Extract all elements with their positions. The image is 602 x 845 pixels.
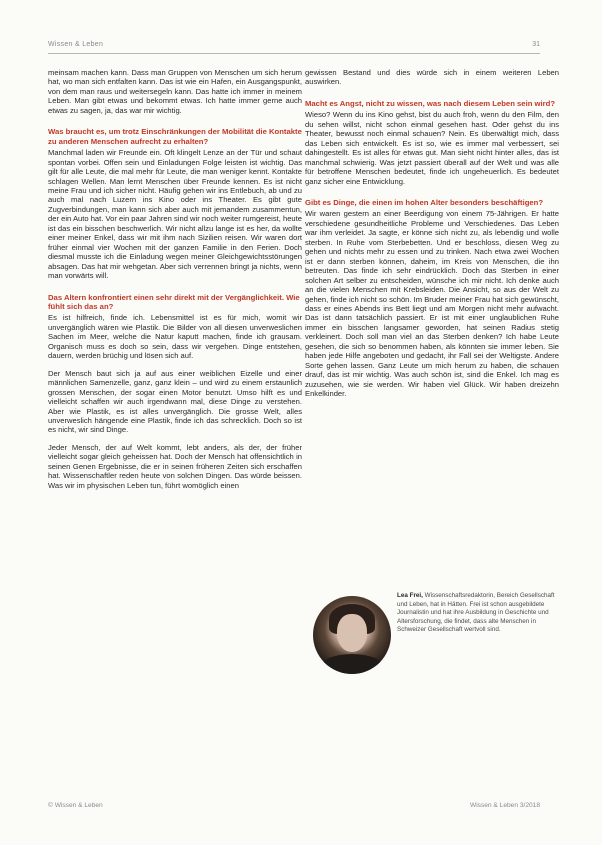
right-text-column bbox=[305, 68, 559, 407]
body-paragraph: Manchmal laden wir Freunde ein. Oft klingelt Lenze an der Tür und schaut spontan vorbei. Offen sein und Einladungen Folge leisten ist wichtig. Das gilt für alle Leute, die mal mehr für Leute, die man weniger kennt. Kontakte schlagen Wellen. Man lernt Menschen über Freunde kennen. Es ist nicht meine Frau und ich sicher nicht. Häufig gehen wir ins Entlebuch, ab und zu auch mal nach Luzern ins Kino oder ins Theater. Es gibt gute Zugverbindungen, man kann sich aber auch mit jemandem zusammentun, der ein Auto hat. Vor ein paar Jahren sind wir noch weiter rumgereist, heute ist das ein bisschen beschwerlich. Wir nicht allzu lange ist es her, da wollte einer meiner Enkel, dass wir mit ihm nach Sizilien reisen. Wir waren dort früher einmal vier Wochen mit der ganzen Familie in den Ferien. Doch diesmal musste ich die Einladung wegen meiner Gleichgewichtsstörungen absagen. Das hat mir wehgetan. Aber sich verrennen bringt ja nichts, wenn man vorwärts will. bbox=[48, 148, 302, 281]
header-rule bbox=[48, 53, 540, 54]
question-heading: Macht es Angst, nicht zu wissen, was nach diesem Leben sein wird? bbox=[305, 98, 556, 108]
author-bio: Wissenschaftsredaktorin, Bereich Gesellschaft und Leben, hat in Hätten. Frei ist schon ausgebildete Journalistin und hat ihre Ausbildung in Geschichte und Altersforschung, die findet, dass alte Menschen in Schweizer Gesellschaft wertvoll sind. bbox=[397, 592, 555, 634]
body-paragraph: Wieso? Wenn du ins Kino gehst, bist du auch froh, wenn du den Film, den du sehen willst, nicht schon einmal gesehen hast. Oder gehst du ins Theater, bewusst noch einmal schauen? Nein. Es überwältigt mich, dass das Leben sich entwickelt. Es ist so, wie es immer mal verbessert, sei dahingestellt. Es ist alles für etwas gut. Man sieht nicht hinter alles, das ist manchmal schwierig. Was jetzt passiert überall auf der Welt und was alle für betroffene Menschen bedeutet, finde ich ungeheuerlich. Es bedeutet ganz sicher eine Entwicklung. bbox=[305, 110, 559, 186]
body-paragraph: Es ist hilfreich, finde ich. Lebensmittel ist es für mich, womit wir unvergänglich wären wie Plastik. Die Bilder von all diesen unverweslichen Sachen im Meer, welche die Natur kaputt machen, finde ich grausam. Organisch muss es doch so sein, dass wir vergehen. Dinge entstehen, dauern, werden brüchig und lösen sich auf. bbox=[48, 313, 302, 361]
body-paragraph: meinsam machen kann. Dass man Gruppen von Menschen um sich herum hat, wo man sich entfalten kann. Das ist wie ein Hafen, ein Ausgangspunkt, von dem man raus und weitersegeln kann. Das hatte ich immer in meinem Leben. Man gibt etwas und bekommt etwas. Ich hatte immer gerne auch etwas zu sagen, ja, das war mir wichtig. bbox=[48, 68, 302, 115]
left-text-column bbox=[48, 68, 302, 498]
body-paragraph: Wir waren gestern an einer Beerdigung von einem 75-Jährigen. Er hatte verschiedene gesundheitliche Probleme und Verschiedenes. Das Leben war ihm verleidet. Ja sagte, er könne sich nicht zu, als lebendig und wolle sterben. In Ruhe vom Sterbebetten. Und er beschloss, diesen Weg zu gehen und nichts mehr zu essen und zu trinken. Nach etwa zwei Wochen ist er dann sterben können, daheim, im Kreis von Menschen, die ihn betreuten. Das finde ich sehr eindrücklich. Doch das Sterben in einer solchen Art selber zu entscheiden, wünsche ich mir nicht. Ich denke auch an die vielen Menschen mit Krebsleiden. Die Ansicht, so aus der Welt zu gehen, finde ich nicht so schön. Im Bruder meiner Frau hat sich gewünscht, dass er eines Abends ins Bett liegt und am Morgen nicht mehr aufwacht. Das ist dann tatsächlich passiert. Er ist mit einer unglaublichen Ruhe immer ein bisschen langsamer geworden, hat seinen Radius stetig verkleinert. Doch soll man viel an das Sterben denken? Ich habe Leute gesehen, die sich so benommen haben, als könnten sie immer leben. Sie haben jede Hilfe angeboten und gedacht, ihr Fall sei der Weltigste. Andere Sorte gehen lassen. Ganz Leute um mich herum zu haben, die schauen drauf, das ist mir wichtig. Was auch schön ist, sind die Enkel. Ich mag es zuzusehen, wie sie werden. Wir haben viel Glück. Wir haben dreizehn Enkelkinder. bbox=[305, 209, 559, 399]
question-heading: Gibt es Dinge, die einen im hohen Alter besonders beschäftigen? bbox=[305, 197, 544, 207]
author-photo bbox=[313, 596, 391, 674]
running-head: Wissen & Leben bbox=[48, 41, 104, 48]
body-paragraph: Der Mensch baut sich ja auf aus einer weiblichen Eizelle und einer männlichen Samenzelle, ganz, ganz klein – und wird zu einem erstaunlich grossen Menschen, der sogar einen Motor benutzt. Umso hilft es und vielleicht schaffen wir auch irgendwann mal, diese Dinge zu verstehen. Aber wie Plastik, es ist alles unvergänglich. Die grosse Welt, alles unverweslich hängende eine Plastik, finde ich das schrecklich. Doch so ist es nicht, wir sind Dinge. bbox=[48, 368, 302, 435]
question-heading: Das Altern konfrontiert einen sehr direkt mit der Vergänglichkeit. Wie fühlt sich das an? bbox=[48, 292, 300, 311]
question-heading: Was braucht es, um trotz Einschränkungen der Mobilität die Kontakte zu anderen Menschen aufrecht zu erhalten? bbox=[48, 127, 302, 146]
author-bio-block bbox=[397, 592, 557, 635]
page-number: 31 bbox=[532, 41, 540, 48]
footer-right: Wissen & Leben 3/2018 bbox=[469, 802, 540, 809]
author-name: Lea Frei, bbox=[397, 592, 423, 599]
body-paragraph: Jeder Mensch, der auf Welt kommt, lebt anders, als der, der früher vielleicht sogar gleich geheissen hat. Doch der Mensch hat offensichtlich in seinen Genen Ergebnisse, die er in seinen früheren Zeiten sich erschaffen hat. Wissenschaftler reden heute von solchen Dingen. Das würde beissen. Was wir im physischen Leben tun, führt womöglich einen bbox=[48, 442, 302, 490]
body-paragraph: gewissen Bestand und dies würde sich in einem weiteren Leben auswirken. bbox=[305, 68, 559, 87]
footer-left: © Wissen & Leben bbox=[48, 802, 103, 809]
author-box bbox=[305, 590, 559, 702]
